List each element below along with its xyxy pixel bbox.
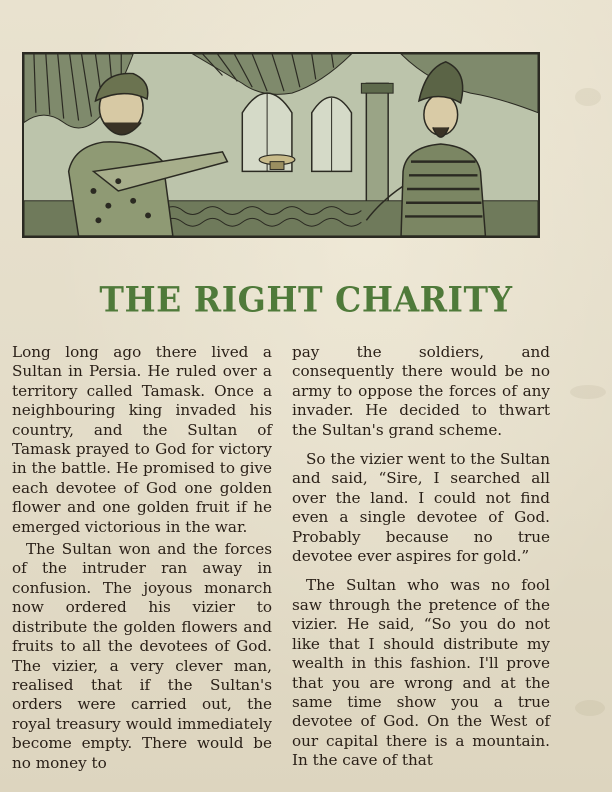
illustration-drawing <box>24 54 538 236</box>
sultan-and-vizier-illustration <box>22 52 540 238</box>
paragraph: The Sultan who was no fool saw through the pretence of the vizier. He said, “So you do not like that I should distribute my wealth in this fashion. I'll prove that you are wrong and at the same time show you a true devotee of God. On the West of our capital there is a mountain. In the cave of that <box>292 576 550 770</box>
paragraph: The Sultan won and the forces of the intruder ran away in confusion. The joyous monarch now ordered his vizier to distribute the golden flowers and fruits to all the devotees of God. The vizier, a very clever man, realised that if the Sultan's orders were carried out, the royal treasury would immediately become empty. There would be no money to <box>12 540 272 772</box>
paragraph: So the vizier went to the Sultan and said, “Sire, I searched all over the land. I could not find even a single devotee of God. Probably because no true devotee ever aspires for gold.” <box>292 450 550 566</box>
paragraph: pay the soldiers, and consequently there would be no army to oppose the forces of any invader. He decided to thwart the Sultan's grand scheme. <box>292 343 550 439</box>
paper-stain <box>575 88 601 106</box>
paragraph-gap <box>292 566 550 576</box>
story-title: THE RIGHT CHARITY <box>99 279 513 320</box>
paragraph-gap <box>292 440 550 450</box>
left-text-column <box>12 343 272 773</box>
right-text-column <box>292 343 550 771</box>
paragraph: Long long ago there lived a Sultan in Persia. He ruled over a territory called Tamask. Once a neighbouring king invaded his country, and the Sultan of Tamask prayed to God for victory in the battle. He promised to give each devotee of God one golden flower and one golden fruit if he emerged victorious in the war. <box>12 343 272 536</box>
paper-stain <box>570 385 606 399</box>
paper-stain <box>575 700 605 716</box>
